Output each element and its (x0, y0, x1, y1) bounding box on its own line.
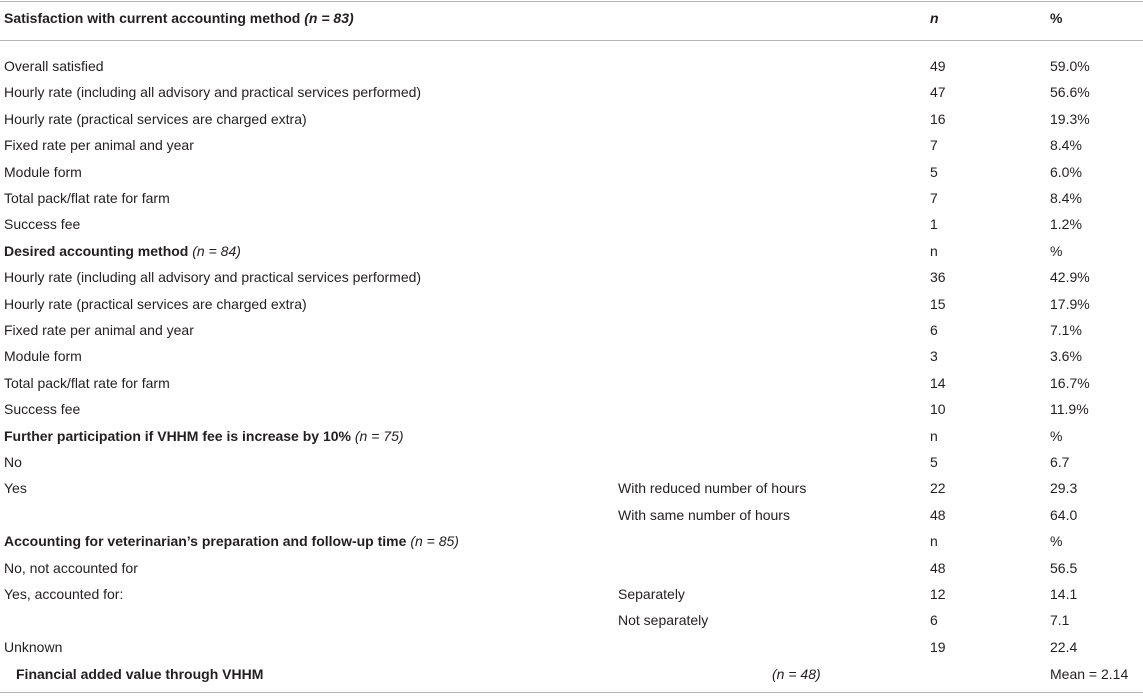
table-row (0, 53, 1143, 79)
row-label-text: Hourly rate (practical services are charged extra) (4, 110, 307, 127)
row-pct: 19.3% (1050, 110, 1090, 127)
table-row (0, 581, 1143, 607)
row-n: 7 (930, 137, 938, 154)
row-n: n (930, 533, 938, 550)
row-pct: 11.9% (1050, 401, 1089, 418)
row-n: 47 (930, 84, 946, 101)
row-pct: 8.4% (1050, 137, 1082, 154)
table-row (0, 607, 1143, 633)
header-n: n (930, 10, 939, 26)
header-pct: % (1050, 10, 1063, 26)
row-label (4, 475, 27, 501)
row-n: 15 (930, 295, 946, 312)
row-label (4, 317, 194, 343)
row-n: 36 (930, 269, 946, 286)
row-label (4, 211, 80, 237)
table-row (0, 132, 1143, 158)
row-label (4, 291, 307, 317)
row-pct: 1.2% (1050, 216, 1082, 233)
table-row (0, 211, 1143, 237)
row-sublabel: With same number of hours (618, 506, 790, 523)
row-label-text: Unknown (4, 638, 63, 655)
row-pct: 6.0% (1050, 163, 1082, 180)
row-pct: 16.7% (1050, 374, 1090, 391)
section-header-row (0, 238, 1143, 264)
table-row (0, 291, 1143, 317)
row-n: 7 (930, 190, 938, 206)
row-n: n (930, 242, 938, 259)
row-n: 19 (930, 638, 946, 655)
row-pct: % (1050, 533, 1063, 550)
row-pct: 14.1 (1050, 586, 1078, 602)
row-label-text: Total pack/flat rate for farm (4, 374, 170, 391)
row-pct: 8.4% (1050, 190, 1082, 206)
row-label (4, 53, 104, 79)
table-row (0, 317, 1143, 343)
row-label (4, 132, 194, 158)
table-row (0, 264, 1143, 290)
table-row (0, 343, 1143, 369)
row-label-text: Success fee (4, 216, 81, 233)
row-label-text: Desired accounting method (4, 242, 189, 259)
row-pct: 3.6% (1050, 348, 1082, 365)
row-n: n (930, 427, 938, 444)
header-rule (0, 40, 1143, 41)
footer-label: Financial added value through VHHM (16, 666, 264, 682)
row-n: 14 (930, 374, 946, 391)
row-label-text: Hourly rate (practical services are charged extra) (4, 295, 307, 312)
table-row (0, 159, 1143, 185)
row-pct: 56.6% (1050, 84, 1090, 101)
row-label-text: Yes (4, 480, 27, 497)
row-label (4, 423, 404, 449)
table-bottom-rule (0, 692, 1143, 693)
row-n: 3 (930, 348, 938, 365)
row-label-text: No (4, 454, 22, 470)
table-row (0, 475, 1143, 501)
row-label-text: Module form (4, 348, 82, 365)
table-row (0, 79, 1143, 105)
table-row (0, 396, 1143, 422)
row-label-text: Fixed rate per animal and year (4, 137, 194, 154)
row-label (4, 528, 459, 554)
row-pct: 17.9% (1050, 295, 1090, 312)
row-n: 5 (930, 454, 938, 470)
row-n: 6 (930, 322, 938, 338)
row-n: 48 (930, 506, 946, 523)
row-n: 10 (930, 401, 946, 418)
row-pct: 7.1 (1050, 612, 1070, 629)
row-label (4, 396, 80, 422)
table-row (0, 555, 1143, 581)
row-label-n: (n = 84) (192, 242, 241, 259)
row-n: 16 (930, 110, 946, 127)
table-row (0, 106, 1143, 132)
row-label-text: No, not accounted for (4, 559, 138, 576)
row-pct: 29.3 (1050, 480, 1078, 497)
row-pct: 6.7 (1050, 454, 1070, 470)
row-pct: 64.0 (1050, 506, 1078, 523)
row-n: 1 (930, 216, 938, 233)
row-pct: 56.5 (1050, 559, 1078, 576)
row-pct: 42.9% (1050, 269, 1090, 286)
footer-value: Mean = 2.14 (1050, 666, 1129, 682)
row-n: 49 (930, 58, 946, 74)
row-sublabel: Not separately (618, 612, 709, 629)
row-label (4, 634, 62, 660)
row-label (4, 581, 123, 607)
header-title-n: (n = 83) (304, 10, 354, 26)
footer-n: (n = 48) (772, 666, 821, 682)
section-header-row (0, 528, 1143, 554)
row-label (4, 159, 82, 185)
table-row (0, 449, 1143, 475)
table-row (0, 502, 1143, 528)
row-label-text: Overall satisfied (4, 58, 104, 74)
row-label-text: Hourly rate (including all advisory and practical services performed) (4, 84, 422, 101)
row-label (4, 106, 307, 132)
row-label-text: Total pack/flat rate for farm (4, 190, 170, 206)
row-pct: 7.1% (1050, 322, 1082, 338)
row-label-n: (n = 75) (354, 427, 404, 444)
row-pct: % (1050, 242, 1063, 259)
row-label-text: Hourly rate (including all advisory and practical services performed) (4, 269, 422, 286)
row-n: 22 (930, 480, 946, 497)
table-top-rule (0, 1, 1143, 2)
row-label-text: Accounting for veterinarian’s preparation and follow-up time (4, 533, 407, 550)
table-row (0, 634, 1143, 660)
section-header-row (0, 423, 1143, 449)
row-label (4, 449, 22, 475)
table-row (0, 185, 1143, 211)
row-label-text: Fixed rate per animal and year (4, 322, 194, 338)
footer-row (0, 661, 1143, 687)
row-n: 5 (930, 163, 938, 180)
row-sublabel: With reduced number of hours (618, 480, 807, 497)
header-title-cell (4, 5, 354, 31)
header-title: Satisfaction with current accounting method (4, 10, 301, 26)
row-n: 6 (930, 612, 938, 629)
row-sublabel: Separately (618, 586, 685, 602)
table-row (0, 370, 1143, 396)
row-label (4, 370, 170, 396)
row-label (4, 555, 138, 581)
row-label (4, 238, 241, 264)
row-label-text: Module form (4, 163, 82, 180)
row-pct: % (1050, 427, 1063, 444)
row-label-text: Yes, accounted for: (4, 586, 124, 602)
row-label (4, 185, 170, 211)
row-label-n: (n = 85) (410, 533, 459, 550)
row-label (4, 264, 421, 290)
row-label (4, 79, 421, 105)
row-label-text: Further participation if VHHM fee is increase by 10% (4, 427, 351, 444)
row-label-text: Success fee (4, 401, 81, 418)
row-n: 48 (930, 559, 946, 576)
row-n: 12 (930, 586, 946, 602)
row-label (4, 343, 82, 369)
table-header-row (0, 5, 1143, 31)
row-pct: 59.0% (1050, 58, 1090, 74)
row-pct: 22.4 (1050, 638, 1078, 655)
